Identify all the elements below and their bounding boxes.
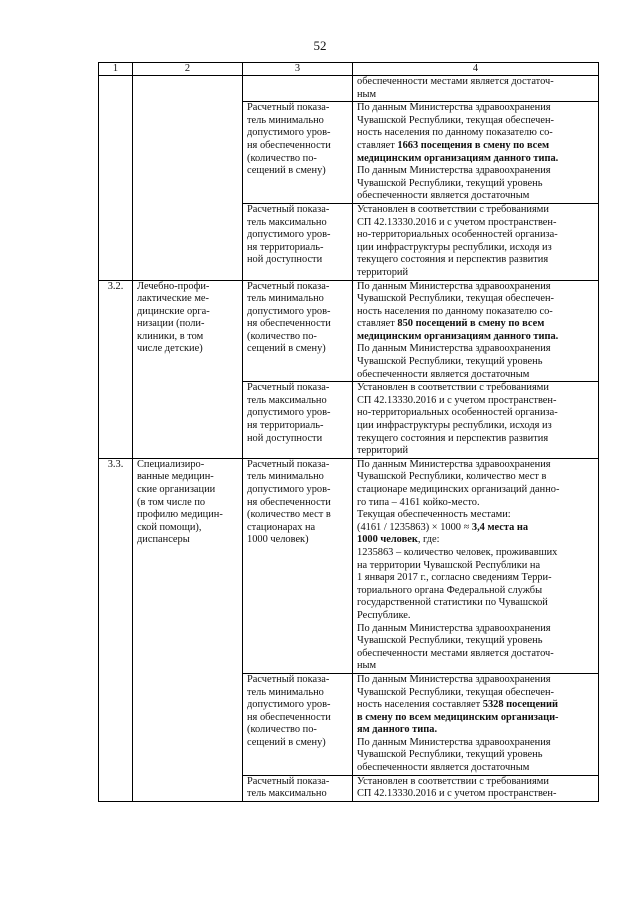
description-text: По данным Министерства здравоохранения Чувашской Республики, текущий уровень обеспеченности является достаточным xyxy=(357,736,551,774)
description-text: Установлен в соответствии с требованиями СП 42.13330.2016 и с учетом пространствен- но-территориальных особенностей организа- ции инфраструктуры республики, исходя из текущего состояния и перспектив развития территорий xyxy=(357,382,558,457)
description-text: обеспеченности местами является достаточ- ным xyxy=(357,76,554,100)
description-text: По данным Министерства здравоохранения Чувашской Республики, текущая обеспечен- ность населения по данному показателю со- ставляет xyxy=(357,280,554,330)
section-number-cell: 3.2. xyxy=(99,280,133,458)
description-text: По данным Министерства здравоохранения Чувашской Республики, текущий уровень обеспеченности является достаточным xyxy=(357,343,551,380)
indicator-cell: Расчетный показа- тель минимально допустимого уров- ня обеспеченности (количество по- сещений в смену) xyxy=(243,280,353,382)
indicator-value-cell xyxy=(353,280,599,382)
section-number-cell: 3.3. xyxy=(99,458,133,801)
planning-standards-table xyxy=(98,62,599,802)
indicator-value-cell xyxy=(353,775,599,801)
description-text: Установлен в соответствии с требованиями СП 42.13330.2016 и с учетом пространствен- но-территориальных особенностей организа- ции инфраструктуры республики, исходя из текущего состояния и перспектив развития территорий xyxy=(357,203,558,278)
indicator-cell: Расчетный показа- тель максимально xyxy=(243,775,353,801)
table-row xyxy=(99,76,599,102)
highlighted-value-text: 5328 посещений в смену по всем медицинским организаци- ям данного типа. xyxy=(357,699,559,736)
table-row xyxy=(99,458,599,673)
indicator-value-cell xyxy=(353,382,599,459)
facility-type-cell: Специализиро- ванные медицин- ские организации (в том числе по профилю медицин- ской помощи), диспансеры xyxy=(133,458,243,801)
column-number-1: 1 xyxy=(99,63,133,76)
indicator-cell: Расчетный показа- тель максимально допустимого уров- ня территориаль- ной доступности xyxy=(243,203,353,280)
indicator-cell: Расчетный показа- тель минимально допустимого уров- ня обеспеченности (количество мест в стационарах на 1000 человек) xyxy=(243,458,353,673)
indicator-cell: Расчетный показа- тель минимально допустимого уров- ня обеспеченности (количество по- сещений в смену) xyxy=(243,673,353,775)
facility-type-cell: Лечебно-профи- лактические ме- дицинские орга- низации (поли- клиники, в том числе детские) xyxy=(133,280,243,458)
highlighted-value-text: 850 посещений в смену по всем медицинским организациям данного типа. xyxy=(357,318,559,342)
description-text: По данным Министерства здравоохранения Чувашской Республики, количество мест в стационаре медицинских организаций данно- го типа – 4161 койко-место. Текущая обеспеченность местами: (4161 / 1235863) × 1000 ≈ xyxy=(357,458,560,533)
section-number-cell xyxy=(99,76,133,281)
indicator-cell: Расчетный показа- тель минимально допустимого уров- ня обеспеченности (количество по- сещений в смену) xyxy=(243,102,353,204)
column-number-3: 3 xyxy=(243,63,353,76)
highlighted-value-text: 1663 посещения в смену по всем медицинским организациям данного типа. xyxy=(357,139,559,164)
indicator-value-cell xyxy=(353,76,599,102)
description-text: По данным Министерства здравоохранения Чувашской Республики, текущая обеспечен- ность населения по данному показателю со- ставляет xyxy=(357,102,554,151)
indicator-value-cell xyxy=(353,102,599,204)
indicator-value-cell xyxy=(353,203,599,280)
indicator-cell: Расчетный показа- тель максимально допустимого уров- ня территориаль- ной доступности xyxy=(243,382,353,459)
facility-type-cell xyxy=(133,76,243,281)
description-text: По данным Министерства здравоохранения Чувашской Республики, текущий уровень обеспеченности является достаточным xyxy=(357,165,551,202)
indicator-value-cell xyxy=(353,458,599,673)
description-text: , где: 1235863 – количество человек, проживавших на территории Чувашской Республики на 1 января 2017 г., согласно сведениям Терри- ториального органа Федеральной службы государственной статистики по Чувашской Республике. По данным Министерства здравоохранения Чувашской Республики, текущий уровень обеспеченности местами является достаточ- ным xyxy=(357,534,558,672)
table-row xyxy=(99,280,599,382)
column-number-2: 2 xyxy=(133,63,243,76)
highlighted-value-text: 3,4 места на 1000 человек xyxy=(357,521,529,546)
column-number-header-row xyxy=(99,63,599,76)
column-number-4: 4 xyxy=(353,63,599,76)
description-text: По данным Министерства здравоохранения Чувашской Республики, текущая обеспечен- ность населения составляет xyxy=(357,673,554,711)
description-text: Установлен в соответствии с требованиями СП 42.13330.2016 и с учетом пространствен- xyxy=(357,775,557,800)
indicator-cell xyxy=(243,76,353,102)
page-number: 52 xyxy=(313,38,327,53)
indicator-value-cell xyxy=(353,673,599,775)
